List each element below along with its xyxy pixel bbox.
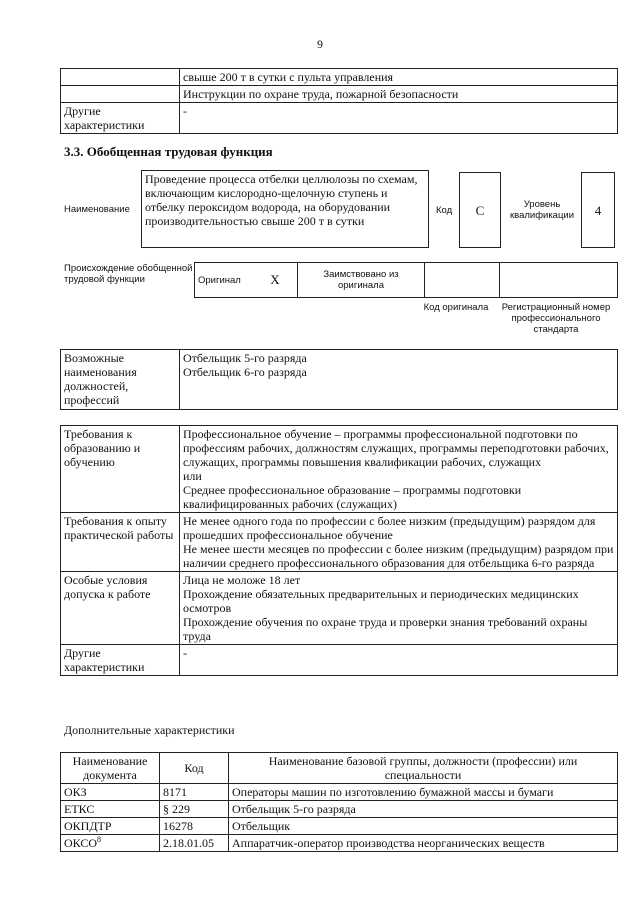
positions-table (60, 349, 618, 410)
level-label: Уровень квалификации (509, 199, 575, 221)
name-cell: Аппаратчик-оператор производства неорганических веществ (229, 835, 618, 852)
code-value-box: C (459, 172, 501, 248)
reg-number-caption: Регистрационный номер профессионального стандарта (501, 302, 611, 335)
code-cell: 2.18.01.05 (160, 835, 229, 852)
column-header: Код (160, 753, 229, 784)
doc-cell (61, 801, 160, 818)
name-label: Наименование (64, 204, 130, 215)
code-label: Код (436, 205, 453, 216)
requirement-values (180, 572, 618, 645)
requirement-values (180, 645, 618, 676)
table-row (61, 835, 618, 852)
table-row (61, 350, 618, 410)
table-row (61, 513, 618, 572)
borrowed-label: Заимствовано из оригинала (298, 263, 425, 298)
requirement-line: Прохождение обучения по охране труда и проверки знания требований охраны труда (183, 615, 588, 643)
origin-label: Происхождение обобщенной трудовой функции (64, 263, 193, 285)
requirement-line: - (183, 646, 187, 660)
table-row (61, 818, 618, 835)
table-row (61, 801, 618, 818)
code-original-cell (425, 263, 500, 298)
section-heading: 3.3. Обобщенная трудовая функция (64, 144, 273, 159)
name-cell: Отбельщик (229, 818, 618, 835)
function-name-box: Проведение процесса отбелки целлюлозы по схемам, включающим кислородно-щелочную ступень и отбелку пероксидом водорода, на оборудовании производительностью свыше 200 т в сутки (141, 170, 429, 248)
footnote-mark: 8 (97, 835, 102, 844)
table-row (195, 263, 618, 298)
table-cell: Инструкции по охране труда, пожарной безопасности (180, 86, 618, 103)
requirement-label: Требования к опыту практической работы (61, 513, 180, 572)
table-row (61, 103, 618, 134)
additional-title: Дополнительные характеристики (64, 723, 235, 737)
positions-label: Возможные наименования должностей, профессий (61, 350, 180, 410)
table-row (61, 426, 618, 513)
name-cell: Операторы машин по изготовлению бумажной массы и бумаги (229, 784, 618, 801)
table-cell (61, 86, 180, 103)
doc-cell (61, 818, 160, 835)
requirement-line: или (183, 469, 202, 483)
requirement-line: Не менее одного года по профессии с более низким (предыдущим) разрядом для прошедших профессиональное обучение (183, 514, 596, 542)
table-row (61, 86, 618, 103)
requirement-line: Прохождение обязательных предварительных и периодических медицинских осмотров (183, 587, 579, 615)
requirements-table (60, 425, 618, 676)
requirement-label: Другие характеристики (61, 645, 180, 676)
requirement-line: Профессиональное обучение – программы профессиональной подготовки по профессиям рабочих, должностям служащих, программы переподготовки рабочих, служащих, программы повышения квалификации рабочих, служащих (183, 427, 609, 469)
additional-table (60, 752, 618, 852)
position-item: Отбельщик 5-го разряда (183, 351, 307, 365)
origin-table (194, 262, 618, 298)
requirement-line: Среднее профессиональное образование – программы подготовки квалифицированных рабочих (служащих) (183, 483, 522, 511)
table-cell: Другие характеристики (61, 103, 180, 134)
column-header: Наименование документа (61, 753, 160, 784)
name-cell: Отбельщик 5-го разряда (229, 801, 618, 818)
original-mark: X (253, 263, 298, 298)
requirement-label: Особые условия допуска к работе (61, 572, 180, 645)
doc-name: ОКПДТР (64, 819, 112, 833)
position-item: Отбельщик 6-го разряда (183, 365, 307, 379)
table-row (61, 784, 618, 801)
top-table (60, 68, 618, 134)
level-value-box: 4 (581, 172, 615, 248)
code-original-caption: Код оригинала (423, 302, 489, 313)
doc-name: ОКСО (64, 836, 98, 850)
table-row (61, 69, 618, 86)
reg-number-cell (500, 263, 618, 298)
code-cell: 16278 (160, 818, 229, 835)
requirement-line: Лица не моложе 18 лет (183, 573, 301, 587)
table-cell: свыше 200 т в сутки с пульта управления (180, 69, 618, 86)
doc-name: ОКЗ (64, 785, 87, 799)
requirement-label: Требования к образованию и обучению (61, 426, 180, 513)
table-cell (61, 69, 180, 86)
table-row (61, 572, 618, 645)
requirement-values (180, 426, 618, 513)
page-number: 9 (317, 37, 323, 51)
table-row (61, 645, 618, 676)
doc-name: ЕТКС (64, 802, 95, 816)
original-label: Оригинал (195, 263, 254, 298)
requirement-line: Не менее шести месяцев по профессии с более низким (предыдущим) разрядом при наличии среднего профессионального образования для отбельщика 6-го разряда (183, 542, 614, 570)
doc-cell (61, 784, 160, 801)
code-cell: 8171 (160, 784, 229, 801)
table-header-row (61, 753, 618, 784)
code-cell: § 229 (160, 801, 229, 818)
positions-values (180, 350, 618, 410)
doc-cell (61, 835, 160, 852)
requirement-values (180, 513, 618, 572)
column-header: Наименование базовой группы, должности (профессии) или специальности (229, 753, 618, 784)
table-cell: - (180, 103, 618, 134)
